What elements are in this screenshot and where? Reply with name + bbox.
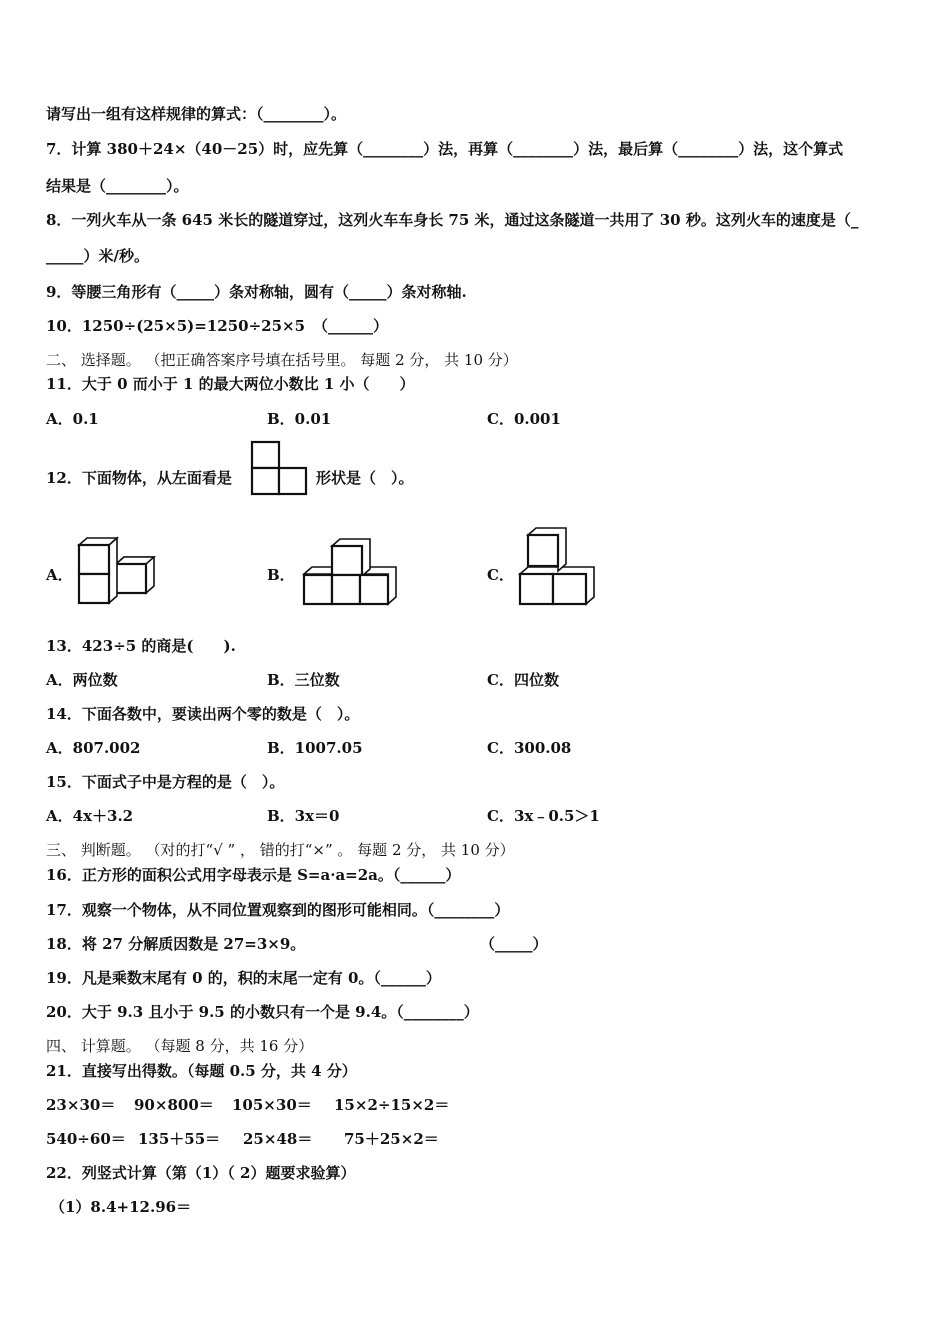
question-8: 8．一列火车从一条 645 米长的隧道穿过，这列火车车身长 75 米，通过这条隧道一共用了 30 秒。这列火车的速度是（_	[46, 211, 859, 229]
question-22-part-1: （1）8.4+12.96＝	[50, 1198, 192, 1216]
question-22: 22．列竖式计算（第（1）（ 2）题要求验算）	[46, 1164, 356, 1182]
question-14: 14．下面各数中，要读出两个零的数是（ ）。	[46, 705, 360, 723]
calc-item: 15×2÷15×2＝	[334, 1096, 450, 1114]
question-12-cont: 形状是（ ）。	[316, 469, 414, 487]
q15-option-c: C．3x﹣0.5＞1	[487, 807, 600, 825]
calc-item: 135＋55＝	[138, 1130, 221, 1148]
question-10-blank: （______）	[313, 317, 389, 335]
question-10: 10．1250÷(25×5)=1250÷25×5	[46, 317, 306, 335]
q11-option-b: B．0.01	[267, 410, 332, 428]
calc-item: 75＋25×2＝	[344, 1130, 439, 1148]
section-2-heading: 二、 选择题。 （把正确答案序号填在括号里。 每题 2 分， 共 10 分）	[46, 351, 518, 369]
question-18: 18．将 27 分解质因数是 27=3×9。	[46, 935, 306, 953]
question-16: 16．正方形的面积公式用字母表示是 S=a·a=2a。（______）	[46, 866, 461, 884]
q14-option-c: C．300.08	[487, 739, 572, 757]
question-21: 21．直接写出得数。（每题 0.5 分，共 4 分）	[46, 1062, 357, 1080]
question-13: 13．423÷5 的商是( ).	[46, 637, 236, 655]
q11-option-a: A．0.1	[46, 410, 99, 428]
left-view-figure	[250, 440, 308, 496]
calc-item: 105×30＝	[232, 1096, 312, 1114]
q12-option-b: B．	[267, 566, 295, 584]
question-20: 20．大于 9.3 且小于 9.5 的小数只有一个是 9.4。（________）	[46, 1003, 479, 1021]
calc-item: 25×48＝	[243, 1130, 313, 1148]
q11-option-c: C．0.001	[487, 410, 561, 428]
question-17: 17．观察一个物体，从不同位置观察到的图形可能相同。（________）	[46, 901, 510, 919]
question-8-cont: _____）米/秒。	[46, 247, 149, 265]
q13-option-b: B．三位数	[267, 671, 340, 689]
q15-option-a: A．4x＋3.2	[46, 807, 134, 825]
q12-option-c-figure	[518, 526, 600, 610]
calc-item: 90×800＝	[134, 1096, 214, 1114]
q12-option-b-figure	[301, 537, 401, 609]
section-4-heading: 四、 计算题。 （每题 8 分，共 16 分）	[46, 1037, 314, 1055]
question-11: 11．大于 0 而小于 1 的最大两位小数比 1 小（ ）	[46, 375, 415, 393]
q13-option-a: A．两位数	[46, 671, 118, 689]
q12-option-a-figure	[76, 536, 158, 608]
q15-option-b: B．3x＝0	[267, 807, 340, 825]
q12-option-a: A．	[46, 566, 73, 584]
question-7: 7．计算 380＋24×（40－25）时，应先算（________）法，再算（________）法，最后算（________）法，这个算式	[46, 140, 844, 158]
question-7-cont: 结果是（________）。	[46, 177, 189, 195]
question-15: 15．下面式子中是方程的是（ ）。	[46, 773, 285, 791]
q14-option-b: B．1007.05	[267, 739, 363, 757]
question-19: 19．凡是乘数末尾有 0 的，积的末尾一定有 0。（______）	[46, 969, 441, 987]
question-9: 9．等腰三角形有（_____）条对称轴，圆有（_____）条对称轴.	[46, 283, 467, 301]
calc-item: 23×30＝	[46, 1096, 116, 1114]
section-3-heading: 三、 判断题。 （对的打“√ ” ， 错的打“×” 。 每题 2 分， 共 10 分）	[46, 841, 515, 859]
q13-option-c: C．四位数	[487, 671, 559, 689]
question-18-blank: （_____）	[480, 935, 548, 953]
calc-item: 540÷60＝	[46, 1130, 126, 1148]
question-12: 12．下面物体，从左面看是	[46, 469, 232, 487]
q12-option-c: C．	[487, 566, 514, 584]
line-continuation: 请写出一组有这样规律的算式：（________）。	[46, 105, 347, 123]
q14-option-a: A．807.002	[46, 739, 141, 757]
